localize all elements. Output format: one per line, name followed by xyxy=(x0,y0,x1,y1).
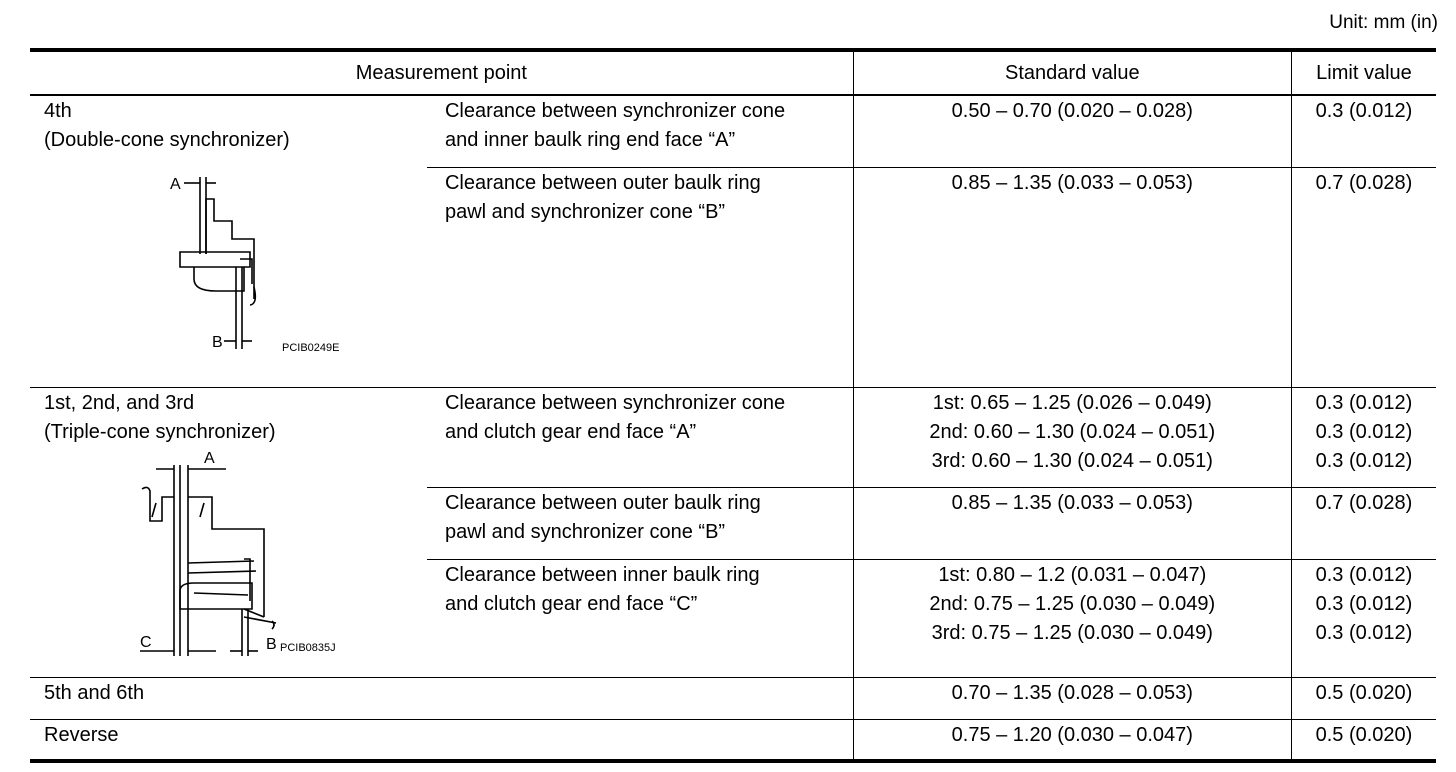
table-header-row xyxy=(30,50,1436,95)
standard-value: 0.50 – 0.70 (0.020 – 0.028) xyxy=(951,100,1193,122)
standard-cell xyxy=(853,95,1291,167)
desc-line: Clearance between outer baulk ring xyxy=(444,171,761,194)
standard-cell xyxy=(853,387,1291,487)
diagram-label-b: B xyxy=(212,334,223,351)
group-subtitle: (Triple-cone synchronizer) xyxy=(44,420,276,443)
diagram-label-a: A xyxy=(204,450,215,467)
group-4th-cell xyxy=(30,95,427,387)
header-measurement-point: Measurement point xyxy=(30,50,853,95)
limit-cell xyxy=(1291,95,1436,167)
table-row xyxy=(30,387,1436,487)
desc-line: and clutch gear end face “A” xyxy=(444,420,697,443)
header-standard-value: Standard value xyxy=(853,50,1291,95)
limit-value: 0.3 (0.012) xyxy=(1315,449,1413,472)
desc-cell xyxy=(427,387,853,487)
standard-value: 3rd: 0.75 – 1.25 (0.030 – 0.049) xyxy=(931,621,1213,644)
standard-cell: 0.75 – 1.20 (0.030 – 0.047) xyxy=(853,719,1291,761)
limit-value: 0.3 (0.012) xyxy=(1315,391,1413,414)
desc-cell xyxy=(427,487,853,559)
desc-line: Clearance between inner baulk ring xyxy=(444,563,760,586)
diagram-label-c: C xyxy=(140,633,152,651)
desc-line: Clearance between outer baulk ring xyxy=(444,491,761,514)
header-limit-value: Limit value xyxy=(1291,50,1436,95)
limit-value: 0.3 (0.012) xyxy=(1315,100,1413,122)
limit-value: 0.7 (0.028) xyxy=(1315,171,1413,194)
diagram-code: PCIB0249E xyxy=(282,342,340,354)
group-subtitle: (Double-cone synchronizer) xyxy=(44,129,290,151)
limit-cell: 0.5 (0.020) xyxy=(1291,677,1436,719)
standard-value: 1st: 0.65 – 1.25 (0.026 – 0.049) xyxy=(932,391,1212,414)
standard-value: 0.85 – 1.35 (0.033 – 0.053) xyxy=(951,171,1193,194)
table-row xyxy=(30,719,1436,761)
standard-value: 2nd: 0.60 – 1.30 (0.024 – 0.051) xyxy=(929,420,1216,443)
standard-cell xyxy=(853,167,1291,387)
desc-line: Clearance between synchronizer cone xyxy=(444,391,786,414)
standard-value: 1st: 0.80 – 1.2 (0.031 – 0.047) xyxy=(938,563,1207,586)
standard-value: 2nd: 0.75 – 1.25 (0.030 – 0.049) xyxy=(929,592,1216,615)
standard-cell: 0.70 – 1.35 (0.028 – 0.053) xyxy=(853,677,1291,719)
limit-cell: 0.5 (0.020) xyxy=(1291,719,1436,761)
limit-cell xyxy=(1291,559,1436,677)
triple-cone-synchronizer-diagram xyxy=(44,451,384,663)
desc-line: pawl and synchronizer cone “B” xyxy=(444,200,726,223)
diagram-label-a: A xyxy=(170,176,181,193)
unit-label: Unit: mm (in) xyxy=(1329,12,1438,33)
diagram-label-b: B xyxy=(266,635,277,653)
table-row xyxy=(30,95,1436,167)
desc-cell xyxy=(427,167,853,387)
standard-cell xyxy=(853,487,1291,559)
double-cone-synchronizer-diagram xyxy=(44,159,384,359)
desc-line: pawl and synchronizer cone “B” xyxy=(444,520,726,543)
diagram-code: PCIB0835J xyxy=(280,641,336,654)
group-title: 1st, 2nd, and 3rd xyxy=(44,391,195,414)
desc-cell xyxy=(427,95,853,167)
limit-value: 0.7 (0.028) xyxy=(1315,491,1413,514)
limit-cell xyxy=(1291,167,1436,387)
desc-line: Clearance between synchronizer cone xyxy=(444,100,786,122)
desc-line: and clutch gear end face “C” xyxy=(444,592,698,615)
limit-cell xyxy=(1291,487,1436,559)
limit-value: 0.3 (0.012) xyxy=(1315,563,1413,586)
desc-cell xyxy=(427,559,853,677)
clearance-spec-table xyxy=(30,48,1436,763)
group-title: 4th xyxy=(44,100,72,122)
group-1st-2nd-3rd-cell xyxy=(30,387,427,677)
limit-cell xyxy=(1291,387,1436,487)
limit-value: 0.3 (0.012) xyxy=(1315,420,1413,443)
limit-value: 0.3 (0.012) xyxy=(1315,592,1413,615)
standard-value: 0.85 – 1.35 (0.033 – 0.053) xyxy=(951,491,1193,514)
limit-value: 0.3 (0.012) xyxy=(1315,621,1413,644)
point-cell: 5th and 6th xyxy=(30,677,853,719)
desc-line: and inner baulk ring end face “A” xyxy=(444,129,736,151)
standard-cell xyxy=(853,559,1291,677)
table-row xyxy=(30,677,1436,719)
point-cell: Reverse xyxy=(30,719,853,761)
standard-value: 3rd: 0.60 – 1.30 (0.024 – 0.051) xyxy=(931,449,1213,472)
